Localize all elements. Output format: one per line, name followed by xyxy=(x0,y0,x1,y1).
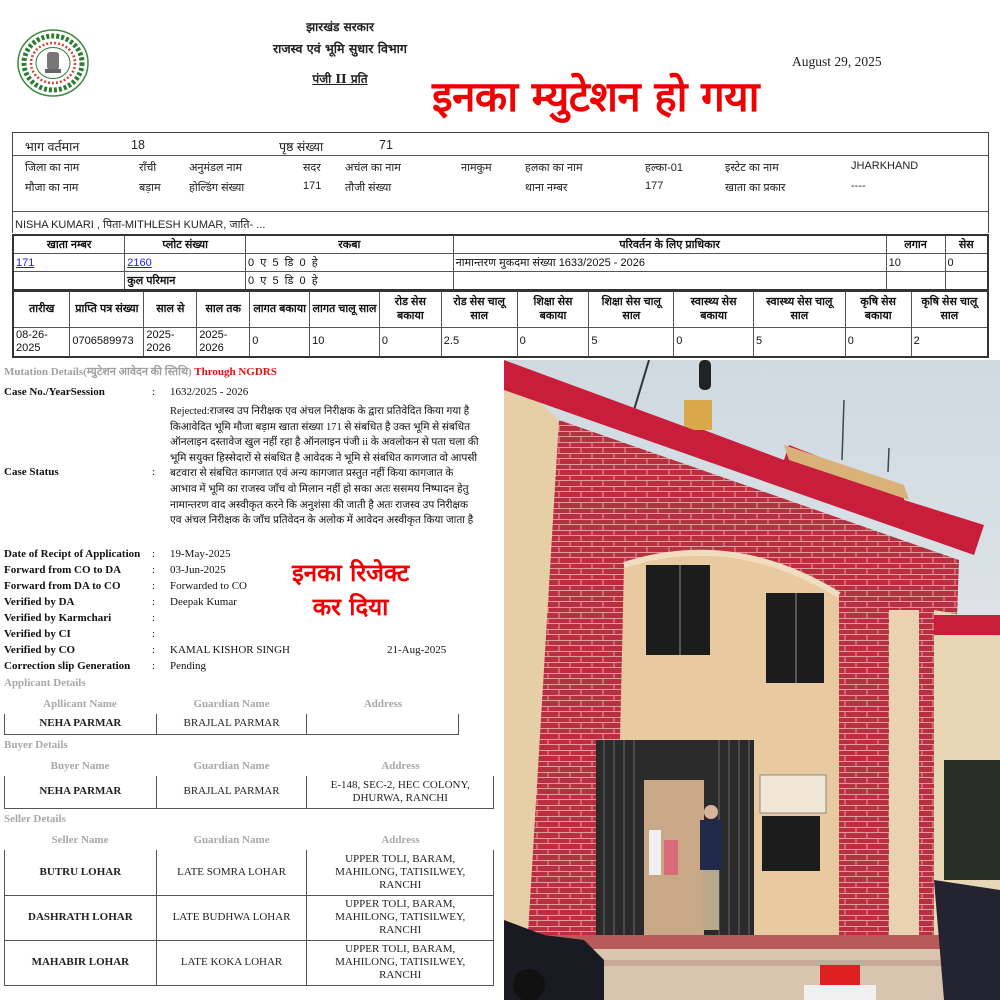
lagan-value: 10 xyxy=(886,254,945,272)
prishth-label: पृष्ठ संख्या xyxy=(279,140,324,154)
colon: : xyxy=(152,580,156,592)
rejected-overlay-text xyxy=(292,556,409,624)
header-year-from: साल से xyxy=(144,291,197,327)
applicant-address-header: Address xyxy=(363,698,403,710)
seller-name-header: Seller Name xyxy=(51,834,109,846)
seller-address-line2: MAHILONG, TATISILWEY, xyxy=(335,956,466,968)
buyer-details-title: Buyer Details xyxy=(4,739,68,751)
building-illustration xyxy=(504,360,1000,1000)
cell-year-to: 2025-2026 xyxy=(197,327,250,357)
cell-receipt: 0706589973 xyxy=(70,327,144,357)
colon: : xyxy=(152,564,156,576)
applicant-guardian: BRAJLAL PARMAR xyxy=(156,714,307,734)
applicant-name: NEHA PARMAR xyxy=(5,714,157,734)
mutation-details-title xyxy=(4,364,500,379)
rejected-overlay-line2: कर दिया xyxy=(312,593,389,621)
register-info-box xyxy=(12,132,989,233)
cell-agri-cess-current: 2 xyxy=(911,327,988,357)
seller-guardian: LATE BUDHWA LOHAR xyxy=(156,895,307,940)
khata-type-label: खाता का प्रकार xyxy=(725,182,786,194)
buyer-name-header: Buyer Name xyxy=(50,760,110,772)
buyer-guardian: BRAJLAL PARMAR xyxy=(156,776,307,808)
khata-number-link[interactable]: 171 xyxy=(16,256,35,269)
co-to-da-value: 03-Jun-2025 xyxy=(170,564,226,576)
header-health-cess-current: स्वास्थ्य सेस चालू साल xyxy=(754,291,846,327)
seller-table xyxy=(4,850,494,986)
government-emblem-logo xyxy=(16,28,90,98)
cell-date: 08-26-2025 xyxy=(13,327,70,357)
buyer-address-header: Address xyxy=(381,760,420,772)
seller-address-line1: UPPER TOLI, BARAM, xyxy=(345,852,456,865)
colon: : xyxy=(152,660,156,672)
case-no-label: Case No./YearSession xyxy=(4,386,105,398)
verified-ci-label: Verified by CI xyxy=(4,628,71,640)
department-name: राजस्व एवं भूमि सुधार विभाग xyxy=(273,41,407,56)
anumandal-label: अनुमंडल नाम xyxy=(189,162,243,174)
total-label: कुल परिमान xyxy=(125,272,246,291)
verified-da-value: Deepak Kumar xyxy=(170,596,237,608)
receipt-label: Date of Recipt of Application xyxy=(4,548,141,560)
da-to-co-value: Forwarded to CO xyxy=(170,580,247,592)
header-receipt: प्राप्ति पत्र संख्या xyxy=(70,291,144,327)
buyer-guardian-header: Guardian Name xyxy=(193,760,270,772)
correction-slip-label: Correction slip Generation xyxy=(4,660,131,672)
plot-table-header xyxy=(13,235,988,254)
cell-edu-cess-due: 0 xyxy=(517,327,589,357)
colon: : xyxy=(152,596,156,608)
tauji-label: तौजी संख्या xyxy=(345,182,392,194)
halka-value: हल्का-01 xyxy=(645,162,683,174)
colon: : xyxy=(152,644,156,656)
owner-line: NISHA KUMARI , पिता-MITHLESH KUMAR, जाति- ... xyxy=(13,211,988,237)
document-title: पंजी II प्रति xyxy=(312,72,368,86)
header-plot: प्लोट संख्या xyxy=(125,235,246,254)
holding-label: होल्डिंग संख्या xyxy=(189,182,245,194)
halka-label: हलका का नाम xyxy=(525,162,583,174)
seller-address-line1: UPPER TOLI, BARAM, xyxy=(345,943,456,955)
mutation-title-text: Mutation Details(म्युटेशन आवेदन की स्तिथि) xyxy=(4,366,192,378)
buyer-table xyxy=(4,776,494,809)
seller-address-line3: RANCHI xyxy=(379,924,422,936)
total-rakba: 0 ए 5 डि 0 हे xyxy=(246,272,454,291)
anchal-office-photo xyxy=(504,360,1000,1000)
verified-da-label: Verified by DA xyxy=(4,596,75,608)
seller-name: DASHRATH LOHAR xyxy=(5,895,157,940)
header-road-cess-due: रोड सेस बकाया xyxy=(379,291,441,327)
authority-value: नामान्तरण मुकदमा संख्या 1633/2025 - 2026 xyxy=(453,254,886,272)
header-health-cess-due: स्वास्थ्य सेस बकाया xyxy=(674,291,754,327)
seller-name: MAHABIR LOHAR xyxy=(5,940,157,985)
ngdrs-label: Through NGDRS xyxy=(194,366,277,378)
case-status-value: Rejected:राजस्व उप निरीक्षक एव अंचल निरीक्षक के द्वारा प्रतिवेदित किया गया है किआवेदित भूमि मौजा बड़ाम खाता संख्या 171 से संबधित है उक्त भूमि से संबधित ऑनलाइन दस्तावेज खुल नहीं रहा है ऑनलाइन पंजी ii के अवलोकन से पता चला की भूमि सयुक्त हिस्सेदारों से संबधित है आवेदक ने भूमि से संबधित कागजात वो आपसी बटवारा से संबधित कागजात एवं अन्य कागजात प्रस्तुत नहीं किया कागजात के आभाव में भूमि का राजस्व जाँच वो मिलान नहीं हो सका अतः ससमय निष्पादन हेतु नामान्तरण वाद अस्वीकृत करने कि अनुशंसा की जाती है अतः राजस्व उप निरीक्षक एव अंचल निरीक्षक के जाँच प्रतिवेदन के अलोक में आवेदन अस्वीकृत किया जाता है xyxy=(170,406,479,527)
mauja-value: बड़ाम xyxy=(139,182,161,194)
thana-value: 177 xyxy=(645,180,664,192)
bhag-label: भाग वर्तमान xyxy=(25,140,80,154)
header-edu-cess-current: शिक्षा सेस चालू साल xyxy=(589,291,674,327)
seller-guardian-header: Guardian Name xyxy=(193,834,270,846)
jila-label: जिला का नाम xyxy=(25,162,80,174)
cell-agri-cess-due: 0 xyxy=(845,327,911,357)
applicant-details-title: Applicant Details xyxy=(4,677,86,689)
cell-road-cess-due: 0 xyxy=(379,327,441,357)
anchal-value: नामकुम xyxy=(461,162,492,174)
header-year-to: साल तक xyxy=(197,291,250,327)
header-khata: खाता नम्बर xyxy=(13,235,125,254)
cell-road-cess-current: 2.5 xyxy=(441,327,517,357)
buyer-address-line2: DHURWA, RANCHI xyxy=(352,791,448,804)
seller-address-line1: UPPER TOLI, BARAM, xyxy=(345,898,456,910)
holding-value: 171 xyxy=(303,180,322,192)
buyer-name: NEHA PARMAR xyxy=(5,776,157,808)
table-row xyxy=(13,327,988,357)
seller-guardian: LATE KOKA LOHAR xyxy=(156,940,307,985)
colon: : xyxy=(152,386,156,398)
seller-address xyxy=(307,940,494,985)
mutation-done-overlay-text: इनका म्युटेशन हो गया xyxy=(432,72,760,121)
verified-co-date: 21-Aug-2025 xyxy=(387,644,447,656)
estate-label: इस्टेट का नाम xyxy=(725,162,779,174)
header-ses: सेस xyxy=(945,235,988,254)
table-row xyxy=(5,850,494,895)
table-row xyxy=(5,895,494,940)
plot-number-link[interactable]: 2160 xyxy=(127,256,152,269)
seller-address xyxy=(307,850,494,895)
thana-label: थाना नम्बर xyxy=(525,182,568,194)
seller-address-line2: MAHILONG, TATISILWEY, xyxy=(335,911,466,923)
table-row xyxy=(5,940,494,985)
estate-value: JHARKHAND xyxy=(851,160,919,172)
document-header xyxy=(240,18,440,88)
cell-health-cess-current: 5 xyxy=(754,327,846,357)
applicant-name-header: Apllicant Name xyxy=(43,698,117,710)
anchal-label: अचंल का नाम xyxy=(345,162,401,174)
table-row xyxy=(13,254,988,272)
case-status-label: Case Status xyxy=(4,466,59,478)
applicant-address xyxy=(307,714,459,734)
header-authority: परिवर्तन के लिए प्राधिकार xyxy=(453,235,886,254)
seller-address-line3: RANCHI xyxy=(379,878,422,891)
header-rakba: रकबा xyxy=(246,235,454,254)
da-to-co-label: Forward from DA to CO xyxy=(4,580,121,592)
header-date: तारीख xyxy=(13,291,70,327)
cell-year-from: 2025-2026 xyxy=(144,327,197,357)
seller-address xyxy=(307,895,494,940)
prishth-value: 71 xyxy=(379,138,393,152)
applicant-table xyxy=(4,714,459,735)
buyer-address xyxy=(307,776,494,808)
govt-name: झारखंड सरकार xyxy=(306,20,374,34)
receipt-value: 19-May-2025 xyxy=(170,548,231,560)
header-agri-cess-current: कृषि सेस चालू साल xyxy=(911,291,988,327)
colon: : xyxy=(152,628,156,640)
header-edu-cess-due: शिक्षा सेस बकाया xyxy=(517,291,589,327)
seller-guardian: LATE SOMRA LOHAR xyxy=(156,850,307,895)
header-agri-cess-due: कृषि सेस बकाया xyxy=(845,291,911,327)
seller-details-title: Seller Details xyxy=(4,813,66,825)
header-cost-current: लागत चालू साल xyxy=(310,291,380,327)
verified-co-value: KAMAL KISHOR SINGH xyxy=(170,644,290,656)
table-row-total xyxy=(13,272,988,291)
rakba-value: 0 ए 5 डि 0 हे xyxy=(246,254,454,272)
anumandal-value: सदर xyxy=(303,162,321,174)
table-row xyxy=(5,714,459,734)
colon: : xyxy=(152,466,156,478)
buyer-address-line1: E-148, SEC-2, HEC COLONY, xyxy=(330,778,470,791)
colon: : xyxy=(152,612,156,624)
mauja-label: मौजा का नाम xyxy=(25,182,79,194)
colon: : xyxy=(152,548,156,560)
payment-table-header xyxy=(13,291,988,327)
cell-edu-cess-current: 5 xyxy=(589,327,674,357)
table-row xyxy=(5,776,494,808)
cell-cost-current: 10 xyxy=(310,327,380,357)
payment-table xyxy=(12,290,989,358)
header-road-cess-current: रोड सेस चालू साल xyxy=(441,291,517,327)
verified-karmchari-label: Verified by Karmchari xyxy=(4,612,112,624)
jila-value: राँची xyxy=(139,162,157,174)
cell-health-cess-due: 0 xyxy=(674,327,754,357)
seller-address-line2: MAHILONG, TATISILWEY, xyxy=(335,865,466,878)
khata-type-value: ---- xyxy=(851,180,866,192)
correction-slip-value: Pending xyxy=(170,660,207,672)
rejected-overlay-line1: इनका रिजेक्ट xyxy=(292,559,410,587)
cell-cost-due: 0 xyxy=(250,327,310,357)
applicant-guardian-header: Guardian Name xyxy=(193,698,270,710)
bhag-value: 18 xyxy=(131,138,145,152)
seller-address-header: Address xyxy=(381,834,420,846)
seller-name: BUTRU LOHAR xyxy=(5,850,157,895)
verified-co-label: Verified by CO xyxy=(4,644,76,656)
ses-value: 0 xyxy=(945,254,988,272)
header-cost-due: लागत बकाया xyxy=(250,291,310,327)
seller-address-line3: RANCHI xyxy=(379,969,422,981)
plot-table xyxy=(12,234,989,291)
co-to-da-label: Forward from CO to DA xyxy=(4,564,122,576)
case-no-value: 1632/2025 - 2026 xyxy=(170,386,249,398)
document-date: August 29, 2025 xyxy=(792,54,882,69)
header-lagan: लगान xyxy=(886,235,945,254)
